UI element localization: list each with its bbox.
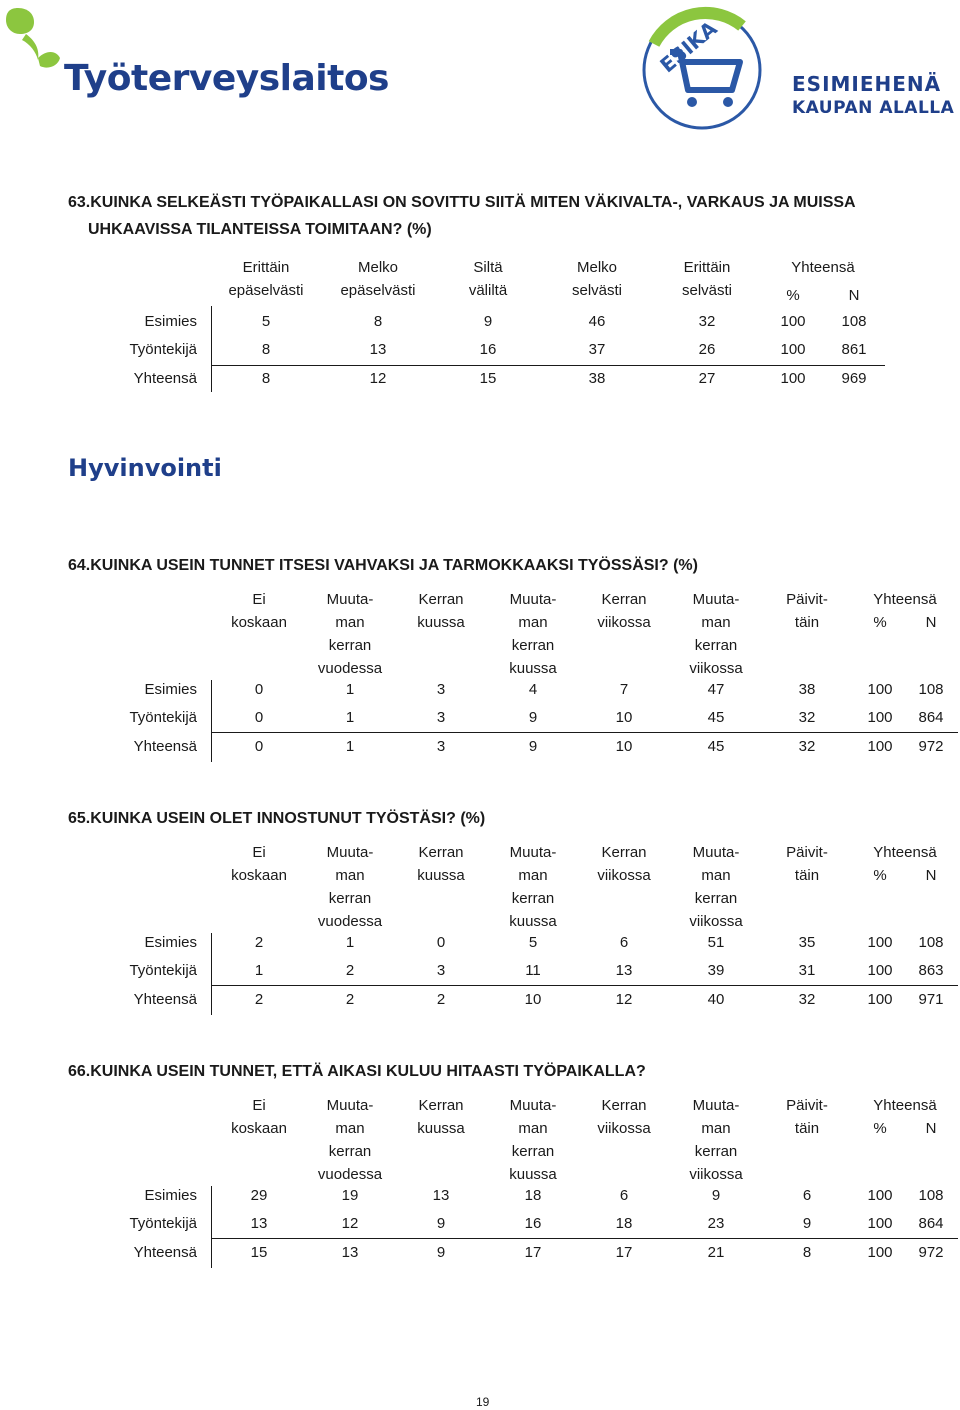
table-cell: 32	[798, 709, 816, 726]
table-cell: 108	[918, 681, 944, 698]
column-header: Muuta-	[692, 844, 740, 861]
column-header: kuussa	[417, 614, 465, 631]
total-header: Yhteensä	[873, 591, 937, 608]
q66-title: 66.KUINKA USEIN TUNNET, ETTÄ AIKASI KULUU HITAASTI TYÖPAIKALLA?	[68, 1063, 646, 1080]
column-header: viikossa	[597, 867, 651, 884]
row-label: Yhteensä	[133, 1244, 197, 1261]
table-cell: 13	[432, 1187, 450, 1204]
table-cell: 108	[918, 934, 944, 951]
column-header: kerran	[328, 890, 372, 907]
table-cell: 32	[698, 313, 716, 330]
table-cell: 0	[436, 934, 446, 951]
table-cell: 17	[615, 1244, 633, 1261]
pct-header: %	[873, 867, 887, 884]
table-divider-line	[211, 933, 212, 1015]
table-cell: 0	[254, 709, 264, 726]
column-header: Muuta-	[326, 844, 374, 861]
esika-logo	[632, 4, 955, 134]
column-header: Kerran	[418, 1097, 464, 1114]
table-cell: 38	[588, 370, 606, 387]
logo-right-line1: ESIMIEHENÄ	[792, 72, 942, 96]
table-divider-line	[211, 680, 212, 762]
column-header: Päivit-	[786, 1097, 828, 1114]
table-cell: 31	[798, 962, 816, 979]
table-cell: 17	[524, 1244, 542, 1261]
table-cell: 12	[369, 370, 387, 387]
column-header: kuussa	[509, 913, 557, 930]
row-label: Yhteensä	[133, 738, 197, 755]
column-header: Ei	[252, 591, 266, 608]
table-cell: 35	[798, 934, 816, 951]
shopping-cart-icon	[632, 4, 792, 134]
table-cell: 12	[615, 991, 633, 1008]
table-cell: 12	[341, 1215, 359, 1232]
table-cell: 972	[918, 738, 944, 755]
column-header: kerran	[511, 637, 555, 654]
column-header: selvästi	[571, 282, 623, 299]
column-header: Melko	[576, 259, 617, 276]
table-cell: 9	[483, 313, 493, 330]
column-header: kerran	[328, 1143, 372, 1160]
column-header: viikossa	[597, 614, 651, 631]
table-cell: 16	[479, 341, 497, 358]
column-header: viikossa	[689, 1166, 743, 1183]
column-header: epäselvästi	[340, 282, 416, 299]
table-cell: 51	[707, 934, 725, 951]
column-header: Muuta-	[509, 1097, 557, 1114]
table-cell: 2	[345, 991, 355, 1008]
table-cell: 18	[615, 1215, 633, 1232]
logo-left-text: Työterveyslaitos	[64, 58, 389, 99]
column-header: kuussa	[509, 660, 557, 677]
table-cell: 864	[918, 709, 944, 726]
table-cell: 46	[588, 313, 606, 330]
page-number: 19	[476, 1395, 490, 1409]
table-cell: 32	[798, 738, 816, 755]
table-cell: 6	[619, 1187, 629, 1204]
column-header: Kerran	[601, 1097, 647, 1114]
column-header: kuussa	[509, 1166, 557, 1183]
table-cell: 10	[615, 709, 633, 726]
q65-title: 65.KUINKA USEIN OLET INNOSTUNUT TYÖSTÄSI? (%)	[68, 810, 486, 827]
table-cell: 10	[615, 738, 633, 755]
column-header: viikossa	[689, 660, 743, 677]
table-cell: 15	[250, 1244, 268, 1261]
column-header: Kerran	[601, 591, 647, 608]
table-cell: 13	[369, 341, 387, 358]
table-cell: 6	[802, 1187, 812, 1204]
table-cell: 1	[345, 738, 355, 755]
column-header: Ei	[252, 1097, 266, 1114]
table-divider-line	[211, 306, 212, 392]
column-header: kerran	[328, 637, 372, 654]
column-header: Päivit-	[786, 844, 828, 861]
table-cell: 2	[254, 991, 264, 1008]
total-header: Yhteensä	[873, 844, 937, 861]
table-cell: 863	[918, 962, 944, 979]
column-header: kerran	[694, 1143, 738, 1160]
table-cell: 1	[345, 681, 355, 698]
table-cell: 47	[707, 681, 725, 698]
column-header: vuodessa	[317, 913, 383, 930]
pct-header: %	[873, 1120, 887, 1137]
table-cell: 100	[867, 934, 893, 951]
column-header: koskaan	[231, 867, 287, 884]
table-cell: 9	[528, 738, 538, 755]
table-cell: 9	[436, 1215, 446, 1232]
table-cell: 38	[798, 681, 816, 698]
table-cell: 4	[528, 681, 538, 698]
logo-right-line2: KAUPAN ALALLA	[792, 98, 955, 118]
row-label: Esimies	[144, 681, 197, 698]
row-label: Yhteensä	[133, 991, 197, 1008]
row-label: Yhteensä	[133, 370, 197, 387]
table-cell: 29	[250, 1187, 268, 1204]
table-cell: 9	[528, 709, 538, 726]
column-header: man	[518, 867, 548, 884]
column-header: kerran	[694, 637, 738, 654]
table-cell: 1	[345, 709, 355, 726]
table-cell: 3	[436, 681, 446, 698]
table-cell: 13	[341, 1244, 359, 1261]
table-cell: 864	[918, 1215, 944, 1232]
column-header: selvästi	[681, 282, 733, 299]
column-header: man	[335, 614, 365, 631]
table-cell: 10	[524, 991, 542, 1008]
leaf-emblem-icon	[0, 0, 64, 100]
column-header: man	[701, 867, 731, 884]
table-cell: 108	[841, 313, 867, 330]
column-header: koskaan	[231, 614, 287, 631]
table-cell: 100	[867, 709, 893, 726]
column-header: Päivit-	[786, 591, 828, 608]
table-cell: 972	[918, 1244, 944, 1261]
n-header: N	[925, 614, 937, 631]
table-cell: 39	[707, 962, 725, 979]
row-label: Työntekijä	[129, 1215, 197, 1232]
table-cell: 32	[798, 991, 816, 1008]
column-header: kerran	[511, 1143, 555, 1160]
table-cell: 45	[707, 709, 725, 726]
column-header: väliltä	[468, 282, 508, 299]
table-cell: 2	[254, 934, 264, 951]
column-header: kuussa	[417, 1120, 465, 1137]
column-header: vuodessa	[317, 660, 383, 677]
q64-title: 64.KUINKA USEIN TUNNET ITSESI VAHVAKSI JA TARMOKKAAKSI TYÖSSÄSI? (%)	[68, 557, 698, 574]
table-cell: 9	[711, 1187, 721, 1204]
table-cell: 13	[615, 962, 633, 979]
column-header: Ei	[252, 844, 266, 861]
section-title: Hyvinvointi	[68, 454, 222, 482]
column-header: man	[518, 614, 548, 631]
column-header: Erittäin	[242, 259, 290, 276]
table-cell: 18	[524, 1187, 542, 1204]
table-cell: 37	[588, 341, 606, 358]
column-header: man	[335, 867, 365, 884]
row-label: Työntekijä	[129, 962, 197, 979]
table-cell: 100	[780, 370, 806, 387]
table-cell: 100	[780, 313, 806, 330]
table-cell: 23	[707, 1215, 725, 1232]
column-header: Muuta-	[692, 1097, 740, 1114]
table-cell: 971	[918, 991, 944, 1008]
table-cell: 3	[436, 709, 446, 726]
n-header: N	[848, 287, 860, 304]
table-cell: 1	[254, 962, 264, 979]
table-cell: 11	[525, 962, 541, 979]
column-header: viikossa	[597, 1120, 651, 1137]
pct-header: %	[786, 287, 800, 304]
table-cell: 1	[345, 934, 355, 951]
table-cell: 2	[436, 991, 446, 1008]
q63-title-line1: 63.KUINKA SELKEÄSTI TYÖPAIKALLASI ON SOVITTU SIITÄ MITEN VÄKIVALTA-, VARKAUS JA MUISSA	[68, 194, 856, 211]
table-cell: 100	[867, 1215, 893, 1232]
column-header: Melko	[357, 259, 398, 276]
table-cell: 27	[698, 370, 716, 387]
total-row-rule	[211, 985, 958, 986]
row-label: Esimies	[144, 1187, 197, 1204]
total-row-rule	[211, 732, 958, 733]
table-cell: 8	[261, 341, 271, 358]
table-cell: 100	[867, 738, 893, 755]
row-label: Työntekijä	[129, 709, 197, 726]
q63-title-line2: UHKAAVISSA TILANTEISSA TOIMITAAN? (%)	[88, 221, 432, 238]
column-header: Kerran	[418, 844, 464, 861]
column-header: Muuta-	[509, 844, 557, 861]
n-header: N	[925, 867, 937, 884]
table-cell: 9	[436, 1244, 446, 1261]
column-header: Kerran	[418, 591, 464, 608]
table-cell: 7	[619, 681, 629, 698]
table-cell: 45	[707, 738, 725, 755]
tyoterveyslaitos-logo	[0, 0, 389, 110]
table-cell: 5	[528, 934, 538, 951]
table-cell: 100	[867, 962, 893, 979]
row-label: Työntekijä	[129, 341, 197, 358]
table-cell: 100	[867, 1187, 893, 1204]
column-header: kerran	[511, 890, 555, 907]
table-cell: 8	[261, 370, 271, 387]
column-header: Muuta-	[326, 1097, 374, 1114]
table-cell: 3	[436, 738, 446, 755]
total-header: Yhteensä	[873, 1097, 937, 1114]
n-header: N	[925, 1120, 937, 1137]
column-header: epäselvästi	[228, 282, 304, 299]
column-header: Muuta-	[509, 591, 557, 608]
table-cell: 15	[479, 370, 497, 387]
total-header: Yhteensä	[791, 259, 855, 276]
column-header: man	[701, 1120, 731, 1137]
table-cell: 100	[780, 341, 806, 358]
table-cell: 100	[867, 1244, 893, 1261]
column-header: Muuta-	[692, 591, 740, 608]
column-header: Kerran	[601, 844, 647, 861]
table-cell: 108	[918, 1187, 944, 1204]
esika-brand-text: ESIKA	[655, 16, 722, 78]
table-cell: 969	[841, 370, 867, 387]
total-row-rule	[211, 1238, 958, 1239]
table-divider-line	[211, 1186, 212, 1268]
pct-header: %	[873, 614, 887, 631]
column-header: man	[518, 1120, 548, 1137]
column-header: kuussa	[417, 867, 465, 884]
column-header: man	[701, 614, 731, 631]
table-cell: 8	[802, 1244, 812, 1261]
table-cell: 13	[250, 1215, 268, 1232]
table-cell: 0	[254, 738, 264, 755]
total-row-rule	[211, 365, 885, 366]
table-cell: 0	[254, 681, 264, 698]
table-cell: 2	[345, 962, 355, 979]
column-header: Erittäin	[683, 259, 731, 276]
column-header: viikossa	[689, 913, 743, 930]
table-cell: 16	[524, 1215, 542, 1232]
table-cell: 100	[867, 991, 893, 1008]
column-header: man	[335, 1120, 365, 1137]
table-cell: 861	[841, 341, 867, 358]
table-cell: 19	[341, 1187, 359, 1204]
table-cell: 21	[707, 1244, 725, 1261]
column-header: täin	[794, 614, 820, 631]
column-header: kerran	[694, 890, 738, 907]
column-header: Siltä	[473, 259, 503, 276]
column-header: vuodessa	[317, 1166, 383, 1183]
column-header: täin	[794, 867, 820, 884]
row-label: Esimies	[144, 934, 197, 951]
table-cell: 8	[373, 313, 383, 330]
table-cell: 100	[867, 681, 893, 698]
table-cell: 40	[707, 991, 725, 1008]
table-cell: 3	[436, 962, 446, 979]
table-cell: 9	[802, 1215, 812, 1232]
table-cell: 5	[261, 313, 271, 330]
table-cell: 26	[698, 341, 716, 358]
column-header: täin	[794, 1120, 820, 1137]
row-label: Esimies	[144, 313, 197, 330]
column-header: koskaan	[231, 1120, 287, 1137]
table-cell: 6	[619, 934, 629, 951]
column-header: Muuta-	[326, 591, 374, 608]
